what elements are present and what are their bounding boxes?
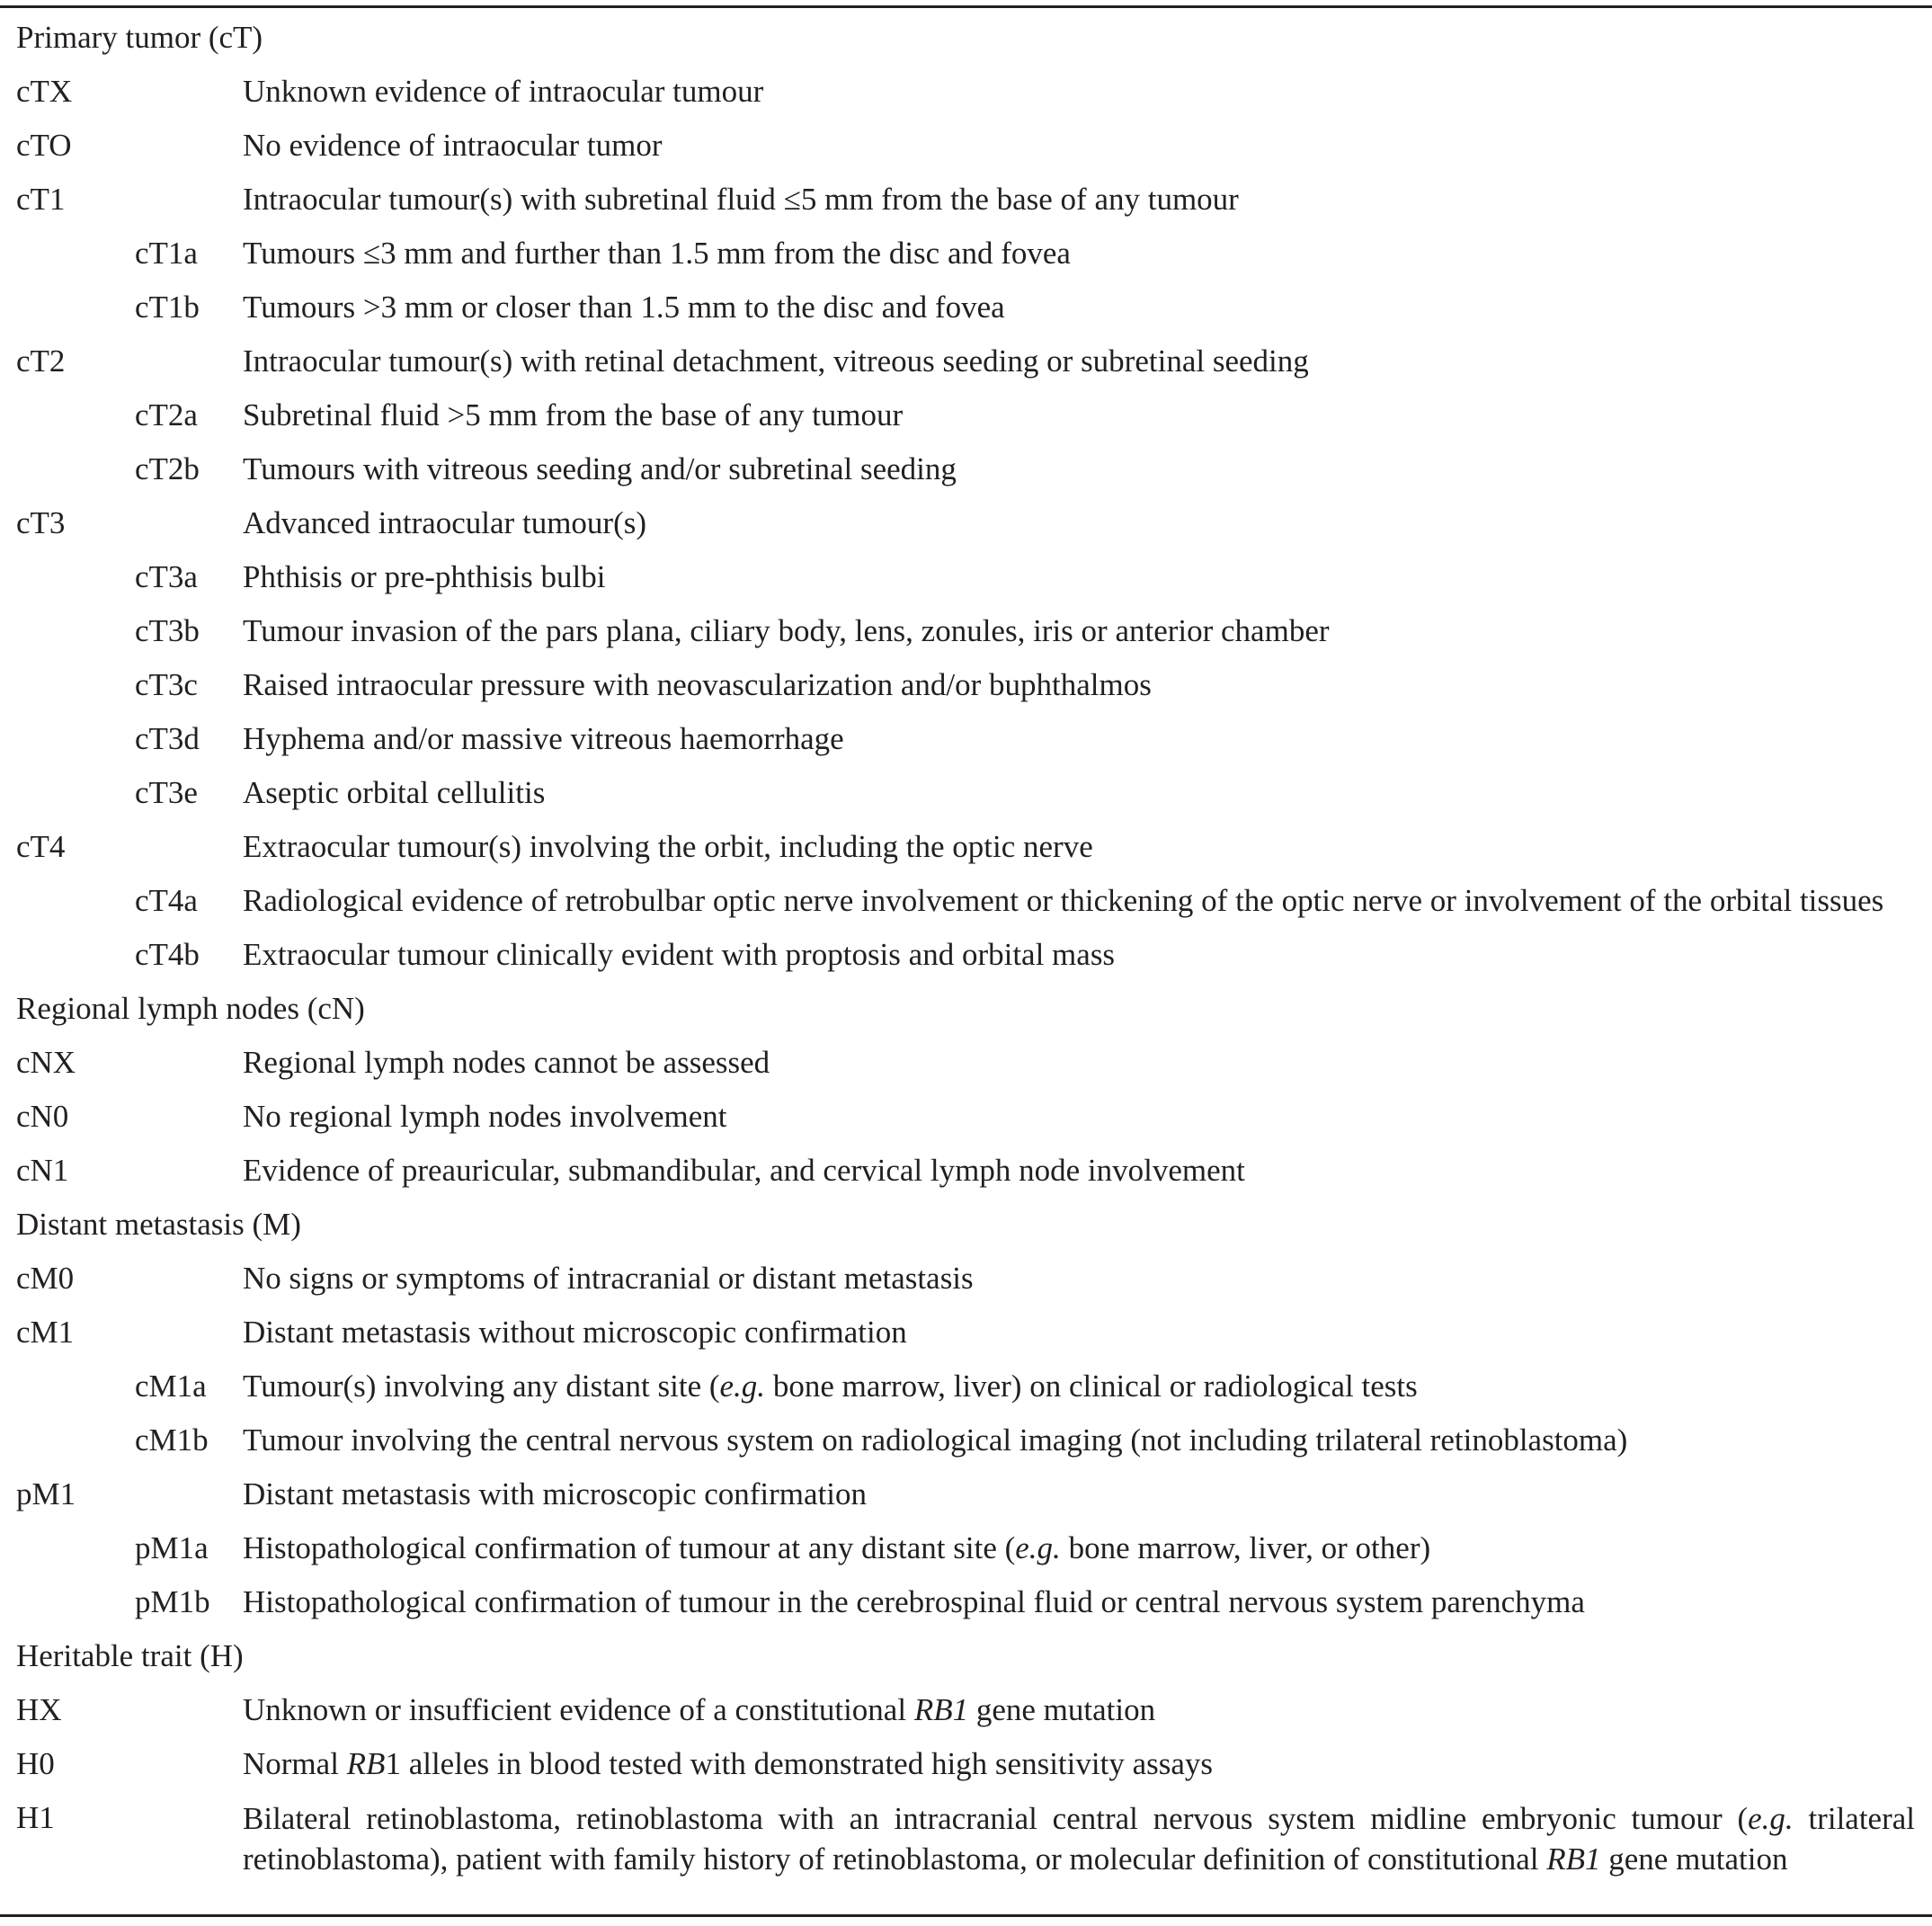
stage-description: Tumours ≤3 mm and further than 1.5 mm from the disc and fovea	[243, 236, 1071, 271]
stage-code: cTX	[16, 74, 73, 109]
desc-text: Unknown or insufficient evidence of a constitutional	[243, 1692, 914, 1727]
table-row	[0, 604, 1932, 658]
table-row	[0, 388, 1932, 442]
table-row	[0, 1252, 1932, 1306]
stage-description	[243, 1521, 1430, 1575]
stage-code: cT1	[16, 182, 66, 217]
stage-code: cNX	[16, 1045, 76, 1080]
stage-description: Distant metastasis without microscopic confirmation	[243, 1315, 907, 1350]
table-row	[0, 766, 1932, 820]
table-row	[0, 227, 1932, 281]
stage-description: Aseptic orbital cellulitis	[243, 775, 546, 810]
stage-description	[243, 1683, 1155, 1737]
table-row	[0, 1683, 1932, 1737]
table-row	[0, 550, 1932, 604]
desc-italic: e.g.	[719, 1369, 766, 1404]
table-row	[0, 1144, 1932, 1198]
stage-description: Evidence of preauricular, submandibular, and cervical lymph node involvement	[243, 1153, 1245, 1188]
table-row	[0, 1791, 1932, 1926]
stage-code: HX	[16, 1692, 62, 1727]
desc-text: Tumour(s) involving any distant site (	[243, 1369, 720, 1404]
table-row	[0, 1360, 1932, 1413]
substage-code: cT3d	[135, 721, 200, 756]
table-row	[0, 1467, 1932, 1521]
substage-code: cT3c	[135, 667, 198, 702]
stage-code: cT4	[16, 829, 66, 864]
stage-description	[243, 1798, 1915, 1879]
stage-description: Subretinal fluid >5 mm from the base of any tumour	[243, 397, 904, 432]
substage-code: cT2b	[135, 451, 200, 486]
stage-description: Radiological evidence of retrobulbar optic nerve involvement or thickening of the optic nerve or involvement of the orbital tissues	[243, 883, 1884, 918]
table-row	[0, 496, 1932, 550]
section-row	[0, 982, 1932, 1036]
stage-description: Tumour invasion of the pars plana, ciliary body, lens, zonules, iris or anterior chamber	[243, 613, 1330, 648]
stage-description: No regional lymph nodes involvement	[243, 1099, 727, 1134]
stage-code: cTO	[16, 128, 72, 163]
table-row	[0, 874, 1932, 928]
desc-italic: RB	[346, 1746, 386, 1781]
table-row	[0, 1413, 1932, 1467]
substage-code: cT1b	[135, 290, 200, 325]
stage-description: Regional lymph nodes cannot be assessed	[243, 1045, 770, 1080]
stage-description	[243, 1737, 1213, 1791]
table-row	[0, 65, 1932, 119]
table-row	[0, 1036, 1932, 1090]
stage-code: H1	[16, 1800, 55, 1835]
desc-text: bone marrow, liver) on clinical or radiological tests	[765, 1369, 1418, 1404]
section-heading: Distant metastasis (M)	[16, 1207, 301, 1242]
stage-description: Tumour involving the central nervous system on radiological imaging (not including trilateral retinoblastoma)	[243, 1422, 1628, 1458]
desc-italic: e.g.	[1015, 1530, 1061, 1565]
stage-code: cT3	[16, 505, 66, 540]
table-row	[0, 1575, 1932, 1629]
stage-description: Unknown evidence of intraocular tumour	[243, 74, 764, 109]
stage-code: cN0	[16, 1099, 69, 1134]
substage-code: cT3b	[135, 613, 200, 648]
substage-code: cT2a	[135, 397, 198, 432]
table-row	[0, 658, 1932, 712]
desc-text: Normal	[243, 1746, 347, 1781]
desc-text: trilateral retinoblastoma), patient with family history of retinoblastoma, or molecular definition of constitutional	[243, 1801, 1915, 1877]
stage-description: Advanced intraocular tumour(s)	[243, 505, 647, 540]
desc-italic: RB1	[1546, 1841, 1601, 1877]
table-body	[0, 11, 1932, 1926]
substage-code: cT3a	[135, 559, 198, 594]
stage-description: Intraocular tumour(s) with subretinal fluid ≤5 mm from the base of any tumour	[243, 182, 1239, 217]
table-row	[0, 928, 1932, 982]
desc-text: Histopathological confirmation of tumour at any distant site (	[243, 1530, 1016, 1565]
table-row	[0, 712, 1932, 766]
stage-description: Tumours with vitreous seeding and/or subretinal seeding	[243, 451, 957, 486]
table-row	[0, 1306, 1932, 1360]
desc-italic: e.g.	[1748, 1801, 1794, 1836]
substage-code: cM1b	[135, 1422, 209, 1458]
table-row	[0, 173, 1932, 227]
stage-description: No evidence of intraocular tumor	[243, 128, 663, 163]
substage-code: cT4a	[135, 883, 198, 918]
stage-description: Phthisis or pre-phthisis bulbi	[243, 559, 606, 594]
substage-code: cT3e	[135, 775, 198, 810]
table-top-rule	[0, 5, 1932, 8]
stage-description: Raised intraocular pressure with neovascularization and/or buphthalmos	[243, 667, 1152, 702]
table-row	[0, 1521, 1932, 1575]
stage-code: pM1	[16, 1476, 76, 1511]
desc-italic: RB1	[913, 1692, 969, 1727]
desc-text: bone marrow, liver, or other)	[1060, 1530, 1431, 1565]
stage-description	[243, 1360, 1418, 1413]
stage-description: Intraocular tumour(s) with retinal detachment, vitreous seeding or subretinal seeding	[243, 343, 1309, 379]
substage-code: cM1a	[135, 1369, 207, 1404]
desc-text: gene mutation	[968, 1692, 1156, 1727]
stage-description: Histopathological confirmation of tumour in the cerebrospinal fluid or central nervous system parenchyma	[243, 1584, 1585, 1619]
section-row	[0, 1629, 1932, 1683]
table-row	[0, 442, 1932, 496]
stage-code: cT2	[16, 343, 66, 379]
table-row	[0, 820, 1932, 874]
substage-code: cT1a	[135, 236, 198, 271]
substage-code: pM1a	[135, 1530, 209, 1565]
stage-description: Extraocular tumour(s) involving the orbit, including the optic nerve	[243, 829, 1093, 864]
section-row	[0, 1198, 1932, 1252]
section-heading: Heritable trait (H)	[16, 1638, 244, 1673]
table-bottom-rule	[0, 1914, 1932, 1917]
stage-code: cM0	[16, 1261, 75, 1296]
substage-code: pM1b	[135, 1584, 210, 1619]
desc-text: gene mutation	[1600, 1841, 1788, 1877]
stage-description: Tumours >3 mm or closer than 1.5 mm to the disc and fovea	[243, 290, 1005, 325]
section-row	[0, 11, 1932, 65]
table-row	[0, 334, 1932, 388]
substage-code: cT4b	[135, 937, 200, 972]
table-row	[0, 1737, 1932, 1791]
section-heading: Regional lymph nodes (cN)	[16, 991, 365, 1026]
table-row	[0, 281, 1932, 334]
desc-text: Bilateral retinoblastoma, retinoblastoma with an intracranial central nervous system midline embryonic tumour (	[243, 1801, 1749, 1836]
stage-code: cN1	[16, 1153, 69, 1188]
stage-description: No signs or symptoms of intracranial or distant metastasis	[243, 1261, 974, 1296]
table-row	[0, 119, 1932, 173]
table-row	[0, 1090, 1932, 1144]
stage-code: cM1	[16, 1315, 75, 1350]
desc-text: 1 alleles in blood tested with demonstrated high sensitivity assays	[385, 1746, 1213, 1781]
stage-description: Hyphema and/or massive vitreous haemorrhage	[243, 721, 844, 756]
section-heading: Primary tumor (cT)	[16, 20, 263, 55]
stage-code: H0	[16, 1746, 55, 1781]
stage-description: Extraocular tumour clinically evident with proptosis and orbital mass	[243, 937, 1116, 972]
stage-description: Distant metastasis with microscopic confirmation	[243, 1476, 868, 1511]
